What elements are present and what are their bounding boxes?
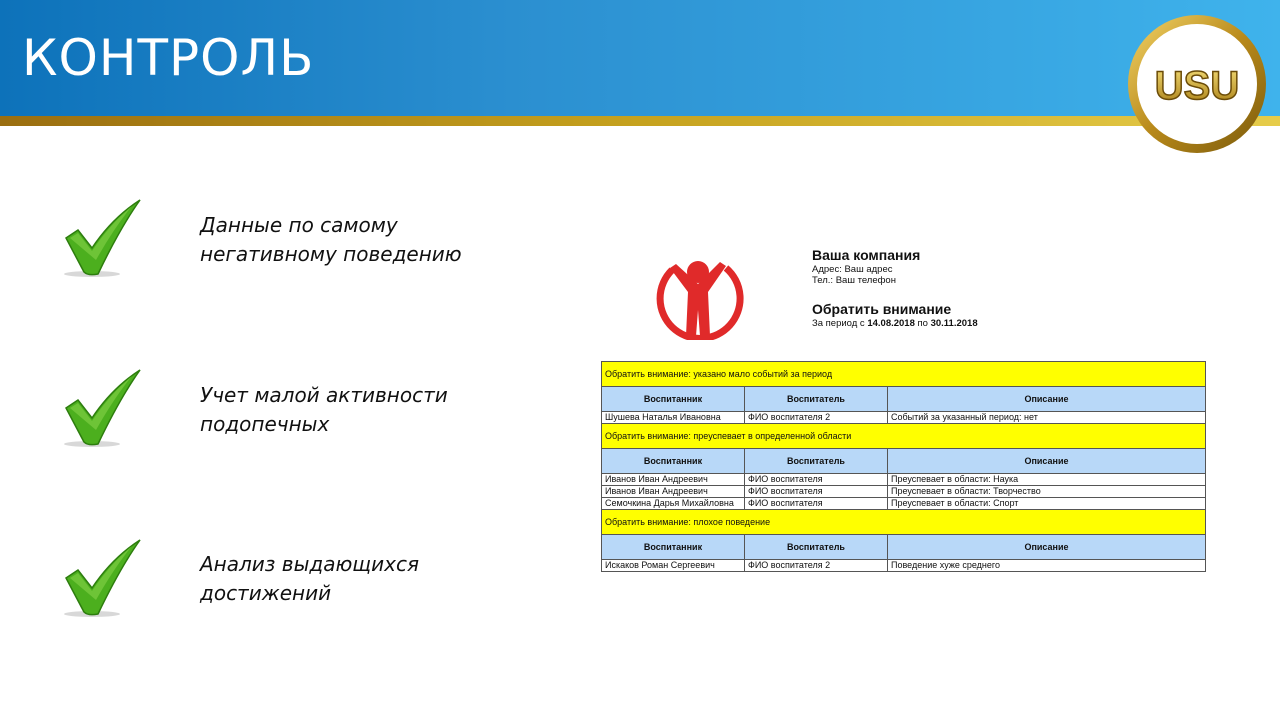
column-headers [602, 387, 1206, 412]
table-row [602, 474, 1206, 486]
section-header [602, 424, 1206, 449]
section-title: Обратить внимание: преуспевает в определенной области [602, 424, 1206, 449]
cell-teacher: ФИО воспитателя [745, 498, 888, 510]
period-mid: по [917, 318, 928, 329]
company-block [812, 246, 920, 286]
cell-teacher: ФИО воспитателя 2 [745, 560, 888, 572]
cell-description: Поведение хуже среднего [888, 560, 1206, 572]
company-phone: Тел.: Ваш телефон [812, 275, 896, 286]
logo-text: USU [1154, 64, 1240, 108]
period-from: 14.08.2018 [867, 318, 915, 329]
cell-teacher: ФИО воспитателя 2 [745, 412, 888, 424]
company-name: Ваша компания [812, 247, 921, 263]
col-header-pupil: Воспитанник [602, 449, 745, 474]
col-header-description: Описание [888, 535, 1206, 560]
table-row [602, 412, 1206, 424]
cell-pupil: Семочкина Дарья Михайловна [602, 498, 745, 510]
table-row [602, 560, 1206, 572]
child-emblem-icon [652, 252, 744, 340]
cell-pupil: Иванов Иван Андреевич [602, 474, 745, 486]
col-header-pupil: Воспитанник [602, 535, 745, 560]
cell-teacher: ФИО воспитателя [745, 474, 888, 486]
header-bar [0, 0, 1280, 116]
cell-pupil: Иванов Иван Андреевич [602, 486, 745, 498]
company-address: Адрес: Ваш адрес [812, 264, 893, 275]
bullet-text-2: Учет малой активности подопечных [200, 383, 448, 436]
cell-teacher: ФИО воспитателя [745, 486, 888, 498]
cell-pupil: Искаков Роман Сергеевич [602, 560, 745, 572]
gold-stripe [0, 116, 1280, 126]
checkmark-icon [60, 198, 150, 280]
cell-pupil: Шушева Наталья Ивановна [602, 412, 745, 424]
col-header-pupil: Воспитанник [602, 387, 745, 412]
report-title: Обратить внимание [812, 301, 952, 317]
checkmark-icon [60, 368, 150, 450]
checkmark-icon [60, 538, 150, 620]
page-title: КОНТРОЛЬ [22, 29, 315, 87]
cell-description: Преуспевает в области: Спорт [888, 498, 1206, 510]
cell-description: Событий за указанный период: нет [888, 412, 1206, 424]
period-to: 30.11.2018 [930, 318, 978, 329]
section-title: Обратить внимание: плохое поведение [602, 510, 1206, 535]
cell-description: Преуспевает в области: Наука [888, 474, 1206, 486]
report-title-block [812, 300, 978, 330]
cell-description: Преуспевает в области: Творчество [888, 486, 1206, 498]
table-row [602, 498, 1206, 510]
report-table [601, 361, 1206, 572]
col-header-description: Описание [888, 449, 1206, 474]
col-header-description: Описание [888, 387, 1206, 412]
period-prefix: За период с [812, 318, 865, 329]
bullet-text-1: Данные по самому негативному поведению [200, 213, 462, 266]
column-headers [602, 535, 1206, 560]
section-header [602, 362, 1206, 387]
section-header [602, 510, 1206, 535]
table-row [602, 486, 1206, 498]
bullet-text-3: Анализ выдающихся достижений [200, 552, 419, 605]
report-period [812, 318, 978, 330]
usu-logo-icon [1126, 13, 1268, 155]
section-title: Обратить внимание: указано мало событий за период [602, 362, 1206, 387]
col-header-teacher: Воспитатель [745, 535, 888, 560]
col-header-teacher: Воспитатель [745, 387, 888, 412]
col-header-teacher: Воспитатель [745, 449, 888, 474]
column-headers [602, 449, 1206, 474]
